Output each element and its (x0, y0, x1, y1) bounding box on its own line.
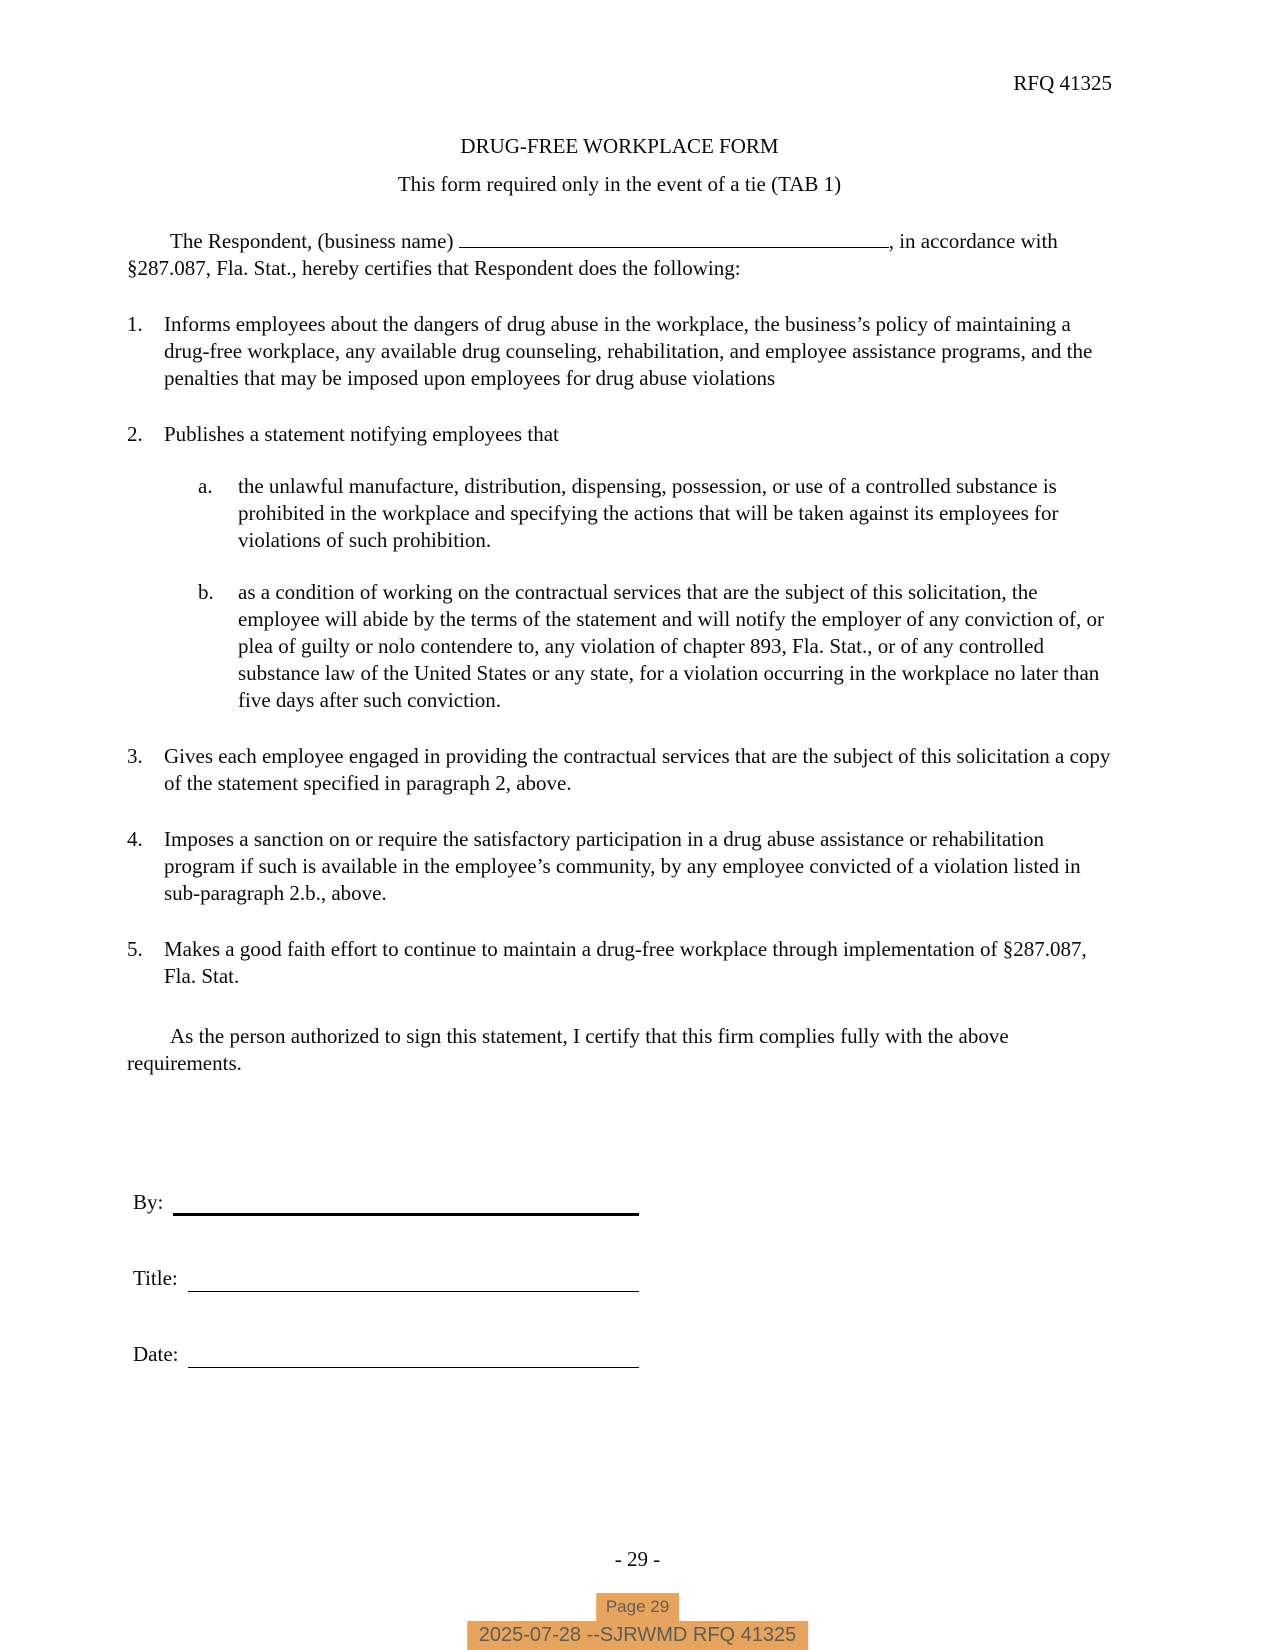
page-number: - 29 - (614, 1547, 661, 1571)
list-item-4 (127, 826, 1112, 907)
list-item-2 (127, 421, 1112, 714)
certification-list (127, 311, 1112, 990)
page-title: DRUG-FREE WORKPLACE FORM (460, 134, 779, 158)
item-number: 2. (127, 422, 143, 446)
list-item-1 (127, 311, 1112, 392)
sub-item-text: the unlawful manufacture, distribution, dispensing, possession, or use of a controlled substance is prohibited in the workplace and specifying the actions that will be taken against its employees for violations of such prohibition. (238, 474, 1059, 552)
intro-suffix: , in accordance with §287.087, Fla. Stat., hereby certifies that Respondent does the following: (127, 229, 1058, 280)
signature-title-row (133, 1265, 639, 1292)
item-2-lead: Publishes a statement notifying employees that (164, 422, 559, 446)
page-stamp (467, 1593, 809, 1650)
signature-date-row (133, 1341, 639, 1368)
intro-prefix: The Respondent, (business name) (170, 229, 454, 253)
by-signature-line (173, 1189, 639, 1216)
list-item-2a (198, 473, 1112, 554)
item-number: 4. (127, 827, 143, 851)
item-text: Informs employees about the dangers of drug abuse in the workplace, the business’s policy of maintaining a drug-free workplace, any available drug counseling, rehabilitation, and employee assistance programs, and the penalties that may be imposed upon employees for drug abuse violations (164, 312, 1093, 390)
title-line (188, 1267, 639, 1292)
date-line (188, 1343, 639, 1368)
list-item-2b (198, 579, 1112, 714)
item-text: Imposes a sanction on or require the satisfactory participation in a drug abuse assistance or rehabilitation program if such is available in the employee’s community, by any employee convicted of a violation listed in sub-paragraph 2.b., above. (164, 827, 1081, 905)
item-number: 5. (127, 937, 143, 961)
signature-block (133, 1189, 1112, 1368)
item-number: 1. (127, 312, 143, 336)
item-number: 3. (127, 744, 143, 768)
list-item-3 (127, 743, 1112, 797)
list-item-5 (127, 936, 1112, 990)
sub-item-letter: a. (198, 474, 213, 498)
rfq-number: RFQ 41325 (1013, 71, 1112, 95)
stamp-date-label: 2025-07-28 --SJRWMD RFQ 41325 (467, 1621, 809, 1650)
sub-item-letter: b. (198, 580, 214, 604)
by-label: By: (133, 1190, 164, 1214)
item-text: Gives each employee engaged in providing the contractual services that are the subject of this solicitation a copy of the statement specified in paragraph 2, above. (164, 744, 1111, 795)
date-label: Date: (133, 1342, 179, 1366)
closing-paragraph: As the person authorized to sign this statement, I certify that this firm complies fully with the above requirements. (127, 1024, 1009, 1075)
title-label: Title: (133, 1266, 178, 1290)
page-subtitle: This form required only in the event of a tie (TAB 1) (397, 172, 842, 196)
item-text: Makes a good faith effort to continue to maintain a drug-free workplace through implementation of §287.087, Fla. Stat. (164, 937, 1087, 988)
stamp-page-label: Page 29 (596, 1593, 679, 1621)
item-text (164, 421, 1112, 714)
signature-by-row (133, 1189, 639, 1216)
intro-paragraph (127, 228, 1112, 282)
business-name-blank (459, 245, 889, 248)
sub-item-text: as a condition of working on the contractual services that are the subject of this solicitation, the employee will abide by the terms of the statement and will notify the employer of any conviction of, or plea of guilty or nolo contendere to, any violation of chapter 893, Fla. Stat., or of any controlled substance law of the United States or any state, for a violation occurring in the workplace no later than five days after such conviction. (238, 580, 1105, 712)
